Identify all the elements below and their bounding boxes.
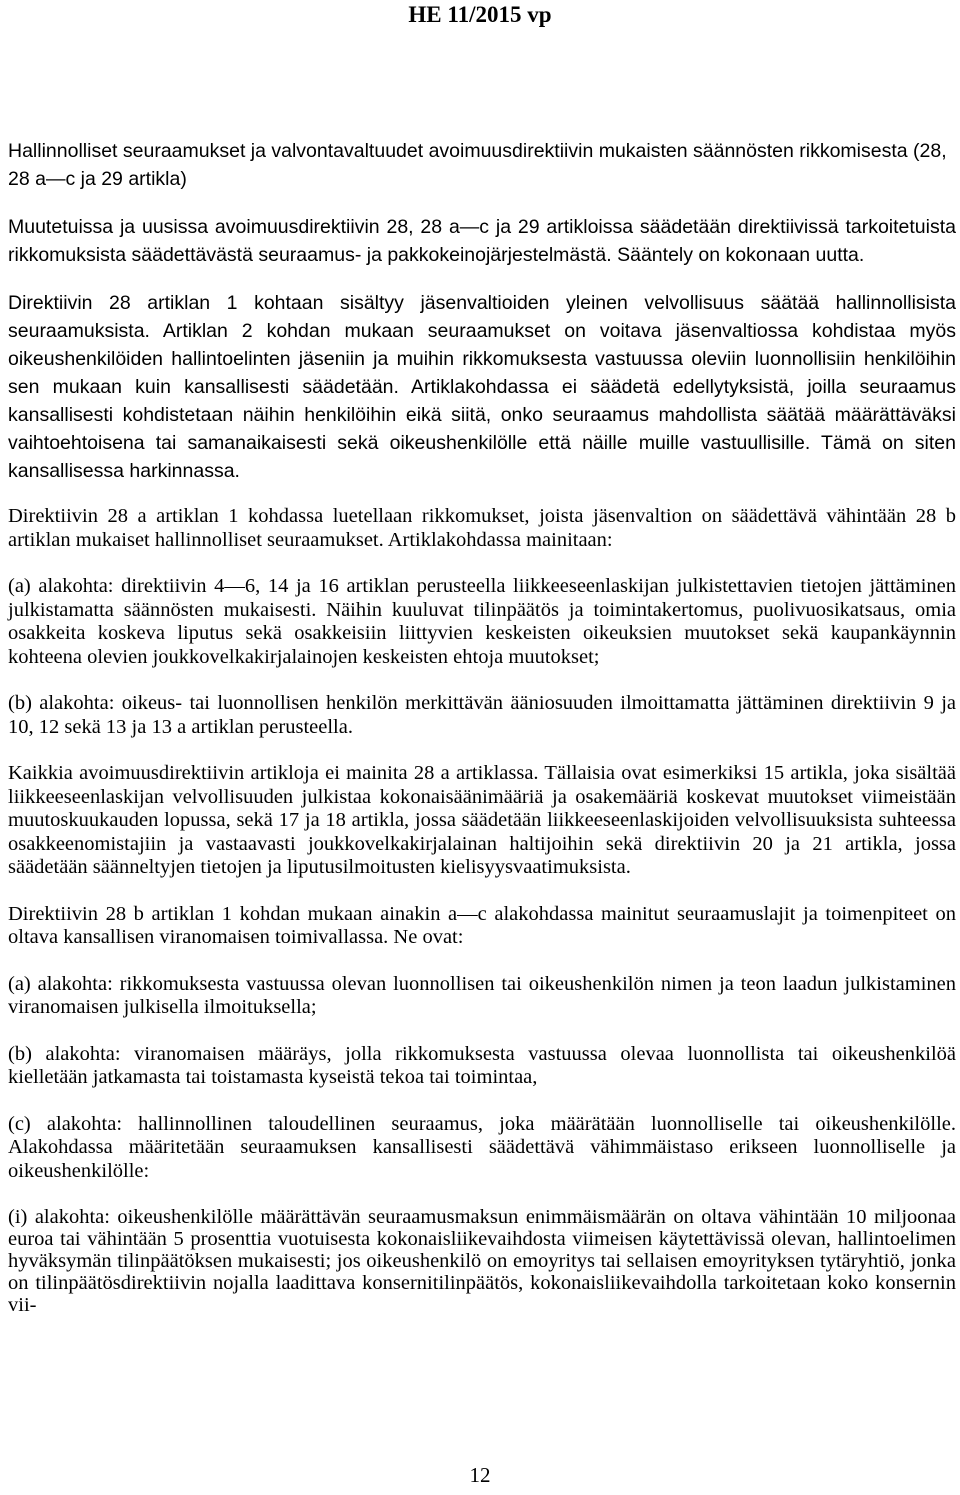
document-header: HE 11/2015 vp [408, 2, 552, 27]
paragraph-article-28: Direktiivin 28 artiklan 1 kohtaan sisältyy jäsenvaltioiden yleinen velvollisuus säätää hallinnollisista seuraamuksista. Artiklan 2 kohdan mukaan seuraamukset on voitava jäsenvaltiossa kohdistaa myös oikeushenkilöiden hallintoelinten jäseniin ja muihin rikkomuksesta vastuussa oleviin luonnollisiin henkilöihin sen mukaan kuin kansallisesti säädetään. Artiklakohdassa ei säädetä edellytyksistä, joilla seuraamus kansallisesti kohdistetaan näihin henkilöihin eikä siitä, onko seuraamus mahdollista säätää määrättäväksi vaihtoehtoisena tai samanaikaisesti sekä oikeushenkilölle että näille muille vastuullisille. Tämä on siten kansallisessa harkinnassa. [8, 292, 956, 482]
paragraph-subsection-b: (b) alakohta: oikeus- tai luonnollisen henkilön merkittävän ääniosuuden ilmoittamatta jättäminen direktiivin 9 ja 10, 12 sekä 13 ja 13 a artiklan perusteella. [8, 692, 956, 738]
paragraph-28b-a: (a) alakohta: rikkomuksesta vastuussa olevan luonnollisen tai oikeushenkilön nimen ja teon laadun julkistaminen viranomaisen julkisella ilmoituksella; [8, 972, 956, 1018]
paragraph-unlisted-articles: Kaikkia avoimuusdirektiivin artikloja ei mainita 28 a artiklassa. Tällaisia ovat esimerkiksi 15 artikla, joka sisältää liikkeeseenlaskijan velvollisuuden julkistaa kokonaisäänimääriä ja osakemääriä koskevat muutokset viimeistään muutoskuukauden lopussa, sekä 17 ja 18 artikla, jossa säädetään liikkeeseenlaskijoiden velvollisuuksista suhteessa osakkeenomistajiin ja vastaavasti joukkovelkakirjalainan haltijoihin sekä direktiivin 20 ja 21 artikla, jossa säädetään säänneltyjen tietojen ja liputusilmoitusten kielisyysvaatimuksista. [8, 762, 956, 878]
paragraph-subsection-a: (a) alakohta: direktiivin 4—6, 14 ja 16 artiklan perusteella liikkeeseenlaskijan julkistettavien tietojen jättäminen julkistamatta säännösten mukaisesti. Näihin kuuluvat tilinpäätös ja toimintakertomus, puolivuosikatsaus, omia osakkeita koskeva liputus sekä osakkeisiin liittyvien keskeisten oikeuksien muutokset sekä kaupankäynnin kohteena olevien joukkovelkakirjalainojen keskeisten ehtoja muutokset; [8, 575, 956, 668]
paragraph-article-28a: Direktiivin 28 a artiklan 1 kohdassa luetellaan rikkomukset, joista jäsenvaltion on säädettävä vähintään 28 b artiklan mukaiset hallinnolliset seuraamukset. Artiklakohdassa mainitaan: [8, 505, 956, 551]
paragraph-28b-c: (c) alakohta: hallinnollinen taloudellinen seuraamus, joka määrätään luonnolliselle tai oikeushenkilölle. Alakohdassa määritetään seuraamuksen kansallisesti säädettävä vähimmäistaso erikseen luonnolliselle ja oikeushenkilölle: [8, 1112, 956, 1182]
document-body [8, 137, 956, 1339]
paragraph-28b-c-i: (i) alakohta: oikeushenkilölle määrättävän seuraamusmaksun enimmäismäärän on oltava vähintään 10 miljoonaa euroa tai vähintään 5 prosenttia vuotuisesta kokonaisliikevaihdosta viimeisen käytettävissä olevan, hallintoelimen hyväksymän tilinpäätöksen mukaisesti; jos oikeushenkilö on emoyritys tai sellaisen emoyrityksen tytäryhtiö, jonka on tilinpäätösdirektiivin nojalla laadittava konsernitilinpäätös, kokonaisliikevaihdolla tarkoitetaan koko konsernin vii- [8, 1206, 956, 1316]
section-heading: Hallinnolliset seuraamukset ja valvontavaltuudet avoimuusdirektiivin mukaisten säännösten rikkomisesta (28, 28 a—c ja 29 artikla) [8, 140, 947, 190]
page-number: 12 [469, 1463, 491, 1487]
paragraph-intro: Muutetuissa ja uusissa avoimuusdirektiivin 28, 28 a—c ja 29 artikloissa säädetään direktiivissä tarkoitetuista rikkomuksista säädettävästä seuraamus- ja pakkokeinojärjestelmästä. Sääntely on kokonaan uutta. [8, 216, 956, 266]
paragraph-article-28b: Direktiivin 28 b artiklan 1 kohdan mukaan ainakin a—c alakohdassa mainitut seuraamuslajit ja toimenpiteet on oltava kansallisen viranomaisen toimivallassa. Ne ovat: [8, 902, 956, 948]
paragraph-28b-b: (b) alakohta: viranomaisen määräys, jolla rikkomuksesta vastuussa olevaa luonnollista tai oikeushenkilöä kielletään jatkamasta tai toistamasta kyseistä tekoa tai toimintaa, [8, 1042, 956, 1088]
